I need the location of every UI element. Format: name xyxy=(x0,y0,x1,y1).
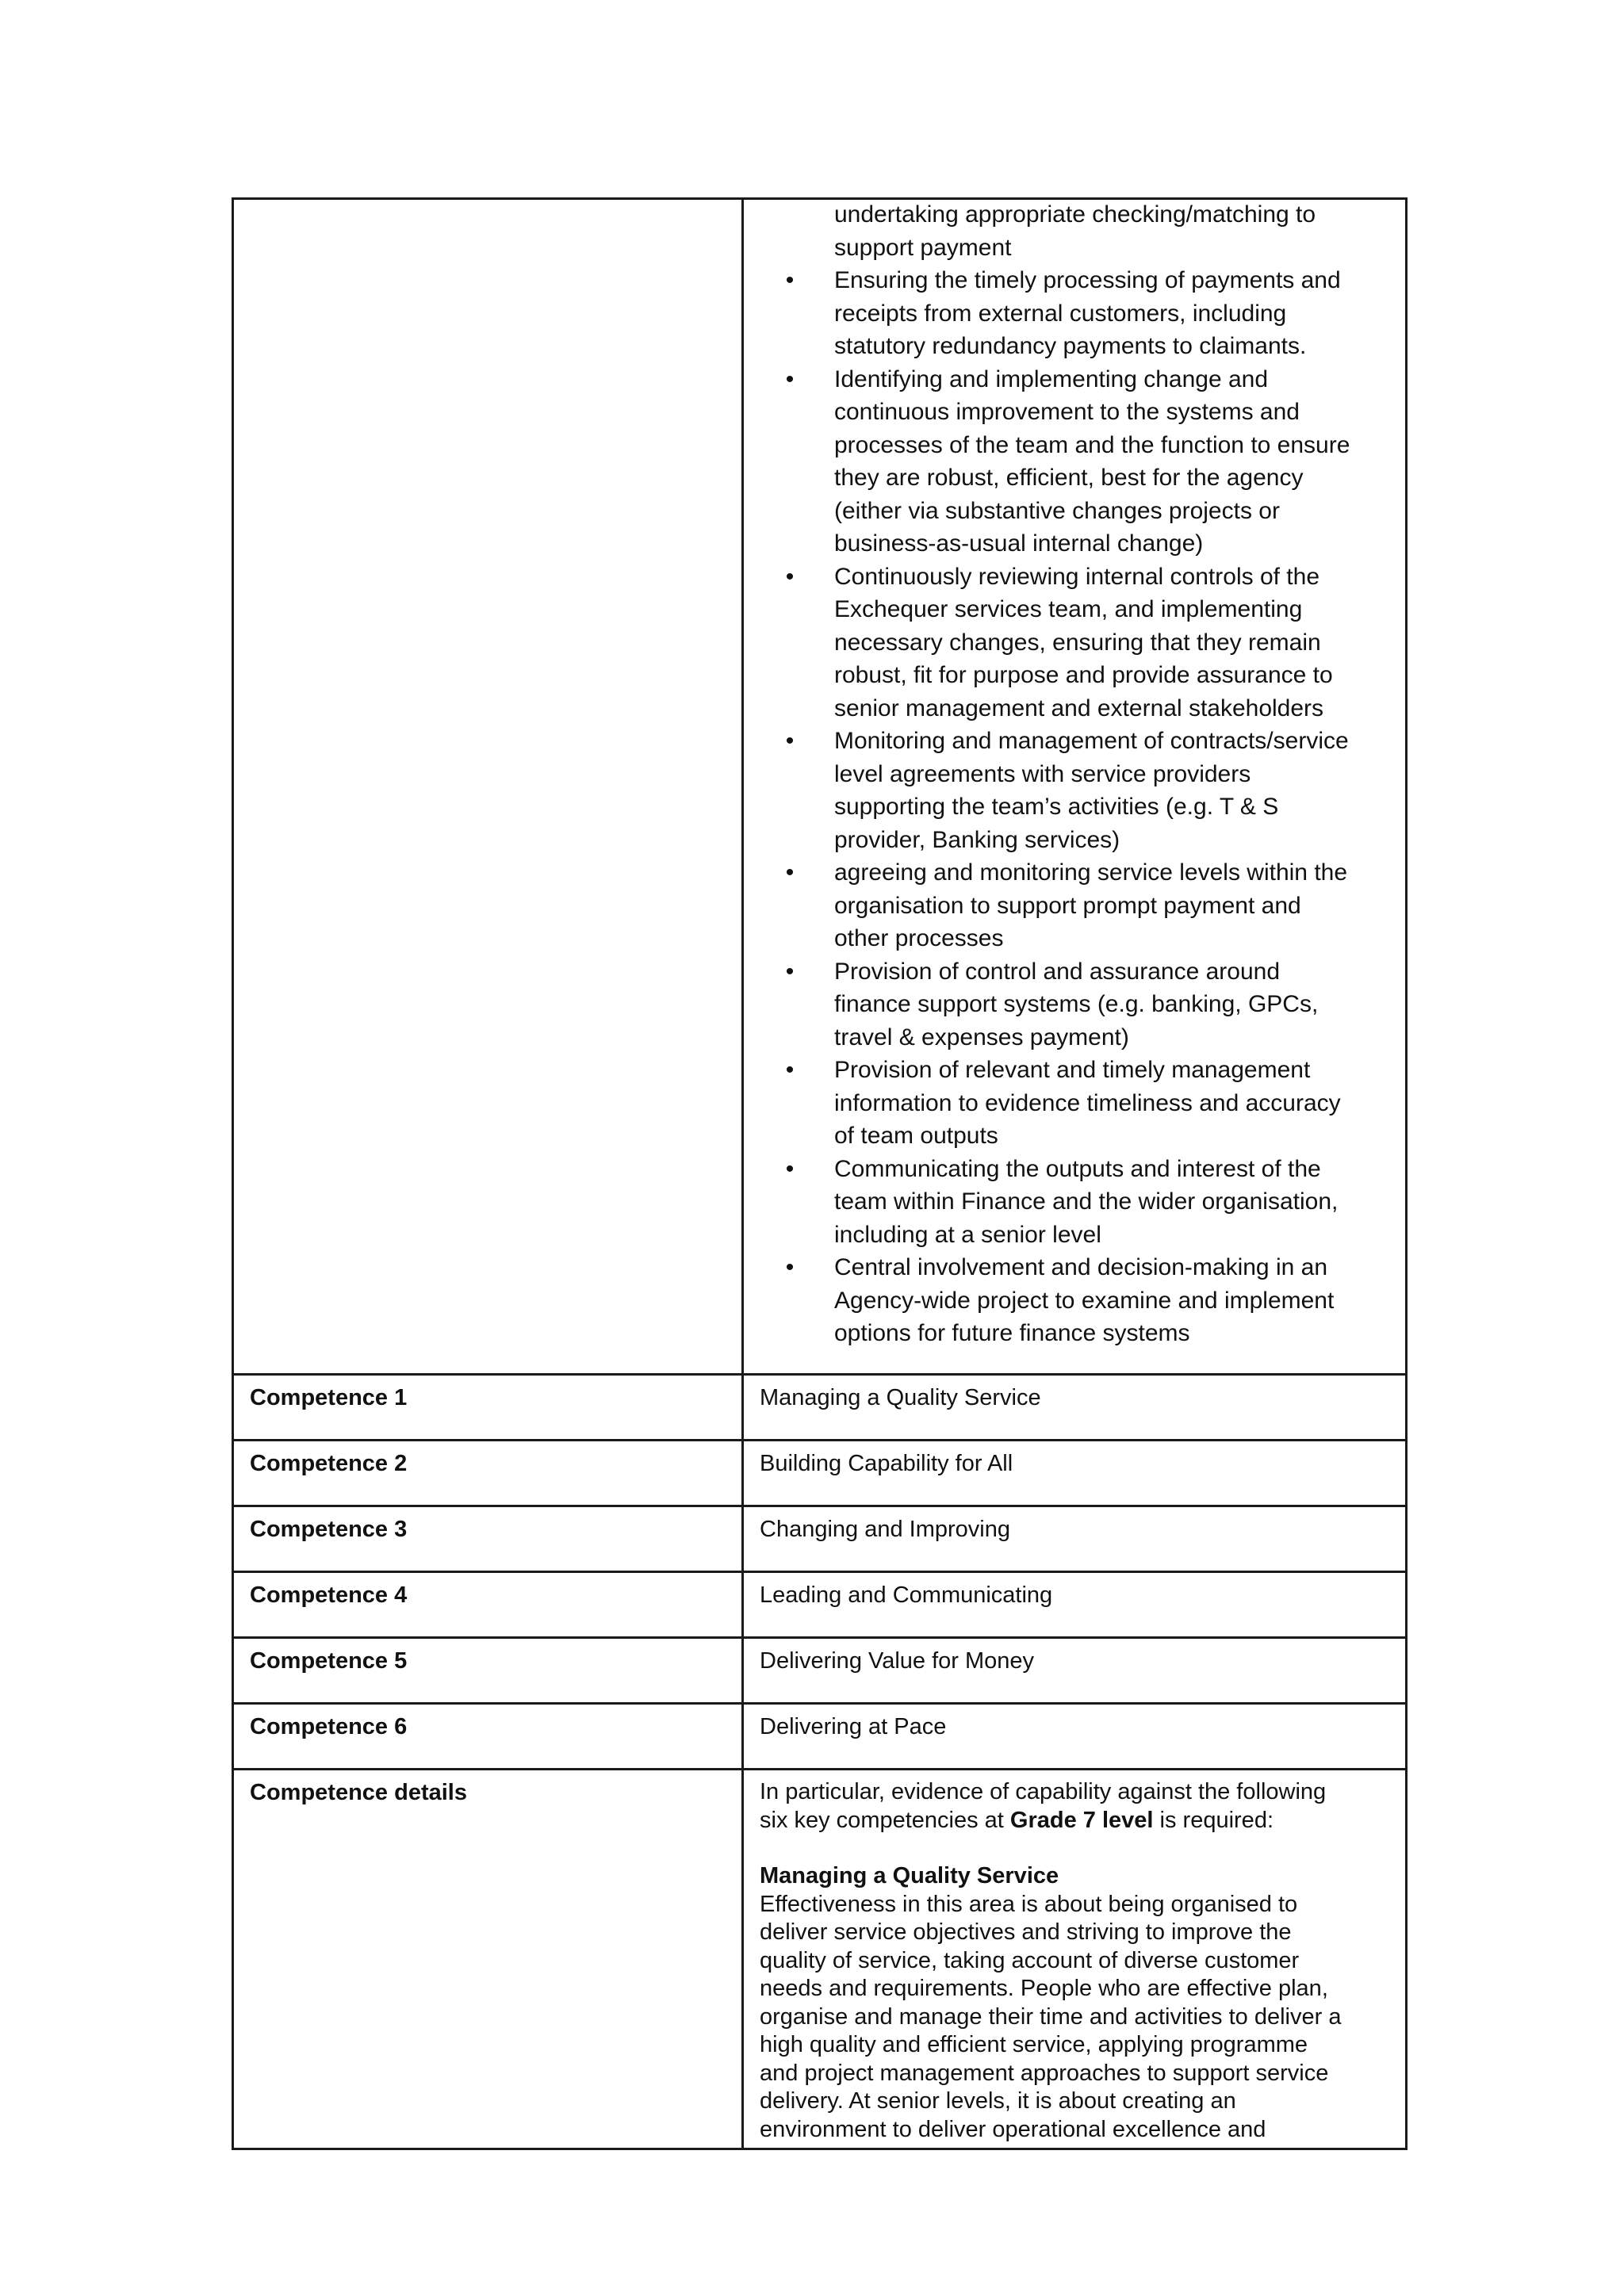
text-line: business-as-usual internal change) xyxy=(834,530,1204,557)
text-line: support payment xyxy=(834,234,1012,261)
role-details-table xyxy=(232,197,1408,2150)
competence-value: Delivering at Pace xyxy=(743,1704,1407,1770)
competence-label: Competence 6 xyxy=(233,1704,743,1770)
text-line: Communicating the outputs and interest of the xyxy=(834,1155,1321,1182)
text-line: level agreements with service providers xyxy=(834,760,1251,787)
text-line: organisation to support prompt payment and xyxy=(834,892,1301,919)
competence-row-2 xyxy=(233,1441,1407,1506)
responsibilities-bullet-list xyxy=(744,264,1405,1350)
responsibility-bullet-item xyxy=(782,1054,1389,1153)
description-line: Effectiveness in this area is about being organised to xyxy=(760,1891,1298,1917)
competence-label: Competence 4 xyxy=(233,1572,743,1638)
details-intro-line: In particular, evidence of capability against the following xyxy=(760,1779,1327,1804)
text-line: senior management and external stakeholders xyxy=(834,695,1324,721)
text-line: Central involvement and decision-making in an xyxy=(834,1254,1328,1280)
text-line: options for future finance systems xyxy=(834,1320,1190,1346)
bullet-icon: • xyxy=(785,1057,795,1083)
competence-value: Building Capability for All xyxy=(743,1441,1407,1506)
bullet-icon: • xyxy=(785,563,795,590)
description-line: needs and requirements. People who are effective plan, xyxy=(760,1976,1328,2001)
responsibility-bullet-item xyxy=(782,725,1389,856)
text-line: statutory redundancy payments to claimants. xyxy=(834,333,1307,359)
text-line: they are robust, efficient, best for the agency xyxy=(834,465,1304,491)
text-line: of team outputs xyxy=(834,1123,998,1149)
bullet-icon: • xyxy=(785,1254,795,1280)
responsibility-bullet-item xyxy=(782,264,1389,363)
text-line: travel & expenses payment) xyxy=(834,1024,1129,1050)
text-line: agreeing and monitoring service levels within the xyxy=(834,859,1348,886)
details-intro-line xyxy=(760,1807,1389,1835)
text-line: Provision of relevant and timely management xyxy=(834,1057,1311,1083)
text-line: other processes xyxy=(834,925,1004,951)
text-line: Provision of control and assurance around xyxy=(834,958,1281,985)
continued-bullet-text xyxy=(744,198,1405,264)
text-line: Exchequer services team, and implementing xyxy=(834,596,1303,622)
text-line: undertaking appropriate checking/matching to xyxy=(834,201,1316,228)
description-line: high quality and efficient service, applying programme xyxy=(760,2032,1308,2057)
text-line: (either via substantive changes projects or xyxy=(834,497,1280,524)
text-line: continuous improvement to the systems and xyxy=(834,399,1300,425)
text-line: supporting the team’s activities (e.g. T & S xyxy=(834,794,1279,820)
responsibilities-cell xyxy=(743,199,1407,1375)
empty-label-cell xyxy=(233,199,743,1375)
text-line: robust, fit for purpose and provide assurance to xyxy=(834,662,1333,688)
text-line: necessary changes, ensuring that they remain xyxy=(834,629,1321,656)
description-line: and project management approaches to support service xyxy=(760,2060,1329,2086)
text-line: including at a senior level xyxy=(834,1221,1101,1248)
competence-label: Competence 2 xyxy=(233,1441,743,1506)
text-line: Agency-wide project to examine and implement xyxy=(834,1287,1335,1314)
description-line: environment to deliver operational excellence and xyxy=(760,2116,1266,2142)
intro-text: is required: xyxy=(1153,1807,1274,1833)
responsibility-bullet-item xyxy=(782,561,1389,725)
bullet-icon: • xyxy=(785,728,795,754)
competence-row-5 xyxy=(233,1638,1407,1704)
bullet-icon: • xyxy=(785,1155,795,1182)
text-line: Identifying and implementing change and xyxy=(834,365,1269,392)
bullet-icon: • xyxy=(785,958,795,985)
description-line: quality of service, taking account of diverse customer xyxy=(760,1947,1300,1973)
competence-value: Managing a Quality Service xyxy=(743,1375,1407,1441)
text-line: team within Finance and the wider organisation, xyxy=(834,1188,1339,1215)
text-line: information to evidence timeliness and accuracy xyxy=(834,1089,1341,1116)
text-line: receipts from external customers, including xyxy=(834,300,1287,327)
text-line: processes of the team and the function to ensure xyxy=(834,431,1350,458)
competence-value: Delivering Value for Money xyxy=(743,1638,1407,1704)
responsibility-bullet-item xyxy=(782,363,1389,561)
text-line: Ensuring the timely processing of payments and xyxy=(834,267,1341,293)
spacer xyxy=(760,1835,1389,1862)
description-line: deliver service objectives and striving to improve the xyxy=(760,1919,1292,1945)
competence-row-3 xyxy=(233,1506,1407,1572)
competence-details-cell xyxy=(743,1770,1407,2149)
competence-heading: Managing a Quality Service xyxy=(760,1863,1059,1888)
text-line: Continuously reviewing internal controls of the xyxy=(834,563,1320,590)
responsibility-bullet-item xyxy=(782,856,1389,955)
description-line: organise and manage their time and activities to deliver a xyxy=(760,2003,1342,2030)
competence-row-1 xyxy=(233,1375,1407,1441)
grade-level-text: Grade 7 level xyxy=(1009,1807,1154,1833)
competence-label: Competence 5 xyxy=(233,1638,743,1704)
competence-row-4 xyxy=(233,1572,1407,1638)
bullet-icon: • xyxy=(785,859,795,886)
text-line: finance support systems (e.g. banking, GPCs, xyxy=(834,991,1319,1017)
intro-text: six key competencies at xyxy=(760,1807,1010,1833)
competence-description xyxy=(760,1891,1389,2145)
responsibility-bullet-item xyxy=(782,1153,1389,1252)
description-line: delivery. At senior levels, it is about creating an xyxy=(760,2088,1236,2114)
competence-label: Competence 1 xyxy=(233,1375,743,1441)
responsibility-bullet-item xyxy=(782,955,1389,1054)
competence-row-6 xyxy=(233,1704,1407,1770)
bullet-icon: • xyxy=(785,267,795,293)
competence-details-row xyxy=(233,1770,1407,2149)
competence-value: Changing and Improving xyxy=(743,1506,1407,1572)
text-line: provider, Banking services) xyxy=(834,826,1120,853)
competence-details-label: Competence details xyxy=(233,1770,743,2149)
text-line: Monitoring and management of contracts/service xyxy=(834,728,1349,754)
bullet-icon: • xyxy=(785,365,795,392)
responsibility-bullet-item xyxy=(782,1251,1389,1350)
competence-value: Leading and Communicating xyxy=(743,1572,1407,1638)
competence-label: Competence 3 xyxy=(233,1506,743,1572)
responsibilities-continuation-row xyxy=(233,199,1407,1375)
